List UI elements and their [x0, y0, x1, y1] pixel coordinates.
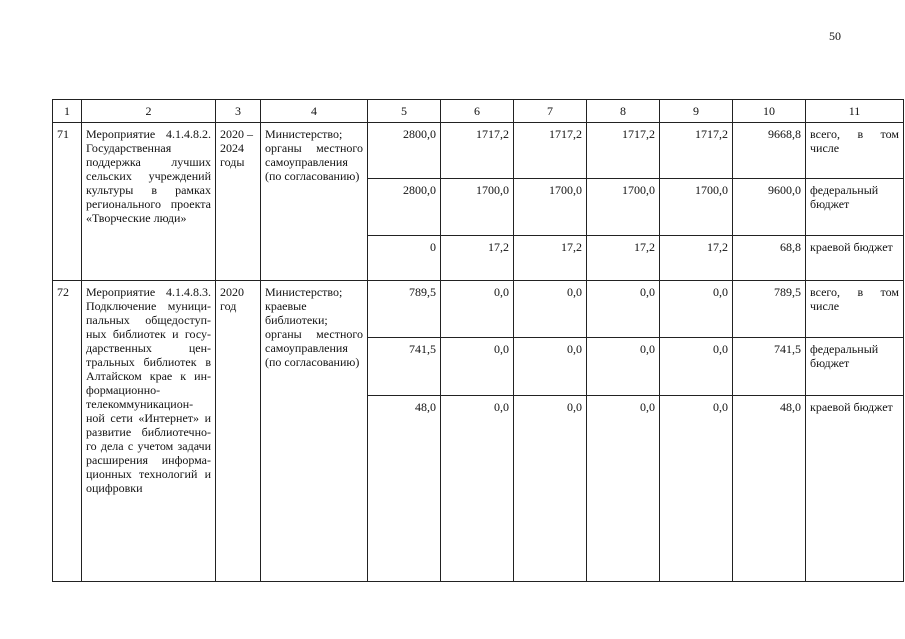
value-cell: 789,5 [733, 281, 806, 338]
value-cell: 1700,0 [441, 179, 514, 236]
header-cell: 4 [261, 100, 368, 123]
value-cell: 789,5 [368, 281, 441, 338]
period: 2020 год [216, 281, 261, 582]
funding-source: федеральный бюджет [806, 179, 904, 236]
header-row [53, 100, 904, 123]
value-cell: 0,0 [514, 281, 587, 338]
funding-source: всего, в том числе [806, 123, 904, 179]
period: 2020 – 2024 годы [216, 123, 261, 281]
value-cell: 48,0 [733, 396, 806, 582]
value-cell: 48,0 [368, 396, 441, 582]
value-cell: 0,0 [587, 281, 660, 338]
value-cell: 17,2 [660, 236, 733, 281]
value-cell: 1717,2 [587, 123, 660, 179]
row-number: 72 [53, 281, 82, 582]
table-row [53, 281, 904, 338]
value-cell: 741,5 [733, 338, 806, 396]
funding-source: всего, в том числе [806, 281, 904, 338]
executor: Министерство; органы местного самоуправления (по согласованию) [261, 123, 368, 281]
value-cell: 0,0 [441, 281, 514, 338]
measure-name: Мероприятие 4.1.4.8.2. Государственная поддержка лучших сельских учреждений культуры в рамках регионального проекта «Творческие люди» [82, 123, 216, 281]
funding-source: краевой бюджет [806, 396, 904, 582]
value-cell: 9668,8 [733, 123, 806, 179]
value-cell: 2800,0 [368, 179, 441, 236]
header-cell: 11 [806, 100, 904, 123]
value-cell: 17,2 [441, 236, 514, 281]
value-cell: 0,0 [660, 396, 733, 582]
value-cell: 0,0 [441, 338, 514, 396]
budget-table [52, 99, 904, 582]
header-cell: 5 [368, 100, 441, 123]
value-cell: 9600,0 [733, 179, 806, 236]
value-cell: 17,2 [587, 236, 660, 281]
value-cell: 1717,2 [660, 123, 733, 179]
value-cell: 0,0 [587, 338, 660, 396]
value-cell: 1700,0 [514, 179, 587, 236]
table-row [53, 123, 904, 179]
value-cell: 17,2 [514, 236, 587, 281]
value-cell: 68,8 [733, 236, 806, 281]
executor: Министерство; краевые библиотеки; органы местного самоуправления (по согласованию) [261, 281, 368, 582]
value-cell: 1717,2 [514, 123, 587, 179]
header-cell: 1 [53, 100, 82, 123]
funding-source: краевой бюджет [806, 236, 904, 281]
value-cell: 741,5 [368, 338, 441, 396]
header-cell: 2 [82, 100, 216, 123]
value-cell: 0,0 [514, 338, 587, 396]
measure-name: Мероприятие 4.1.4.8.3. Подключение муници-пальных общедоступ-ных библиотек и госу-дарственных цен-тральных библиотек в Алтайском крае к ин-формационно-телекоммуникацион-ной сети «Интернет» и развитие библиотечно-го дела с учетом задачи расширения информа-ционных технологий и оцифровки [82, 281, 216, 582]
value-cell: 0,0 [441, 396, 514, 582]
header-cell: 7 [514, 100, 587, 123]
page-number: 50 [829, 29, 841, 43]
header-cell: 3 [216, 100, 261, 123]
funding-source: федеральный бюджет [806, 338, 904, 396]
value-cell: 0,0 [660, 338, 733, 396]
value-cell: 1717,2 [441, 123, 514, 179]
header-cell: 8 [587, 100, 660, 123]
value-cell: 0,0 [660, 281, 733, 338]
header-cell: 6 [441, 100, 514, 123]
value-cell: 0 [368, 236, 441, 281]
value-cell: 0,0 [587, 396, 660, 582]
header-cell: 10 [733, 100, 806, 123]
header-cell: 9 [660, 100, 733, 123]
value-cell: 2800,0 [368, 123, 441, 179]
value-cell: 1700,0 [587, 179, 660, 236]
value-cell: 1700,0 [660, 179, 733, 236]
value-cell: 0,0 [514, 396, 587, 582]
row-number: 71 [53, 123, 82, 281]
